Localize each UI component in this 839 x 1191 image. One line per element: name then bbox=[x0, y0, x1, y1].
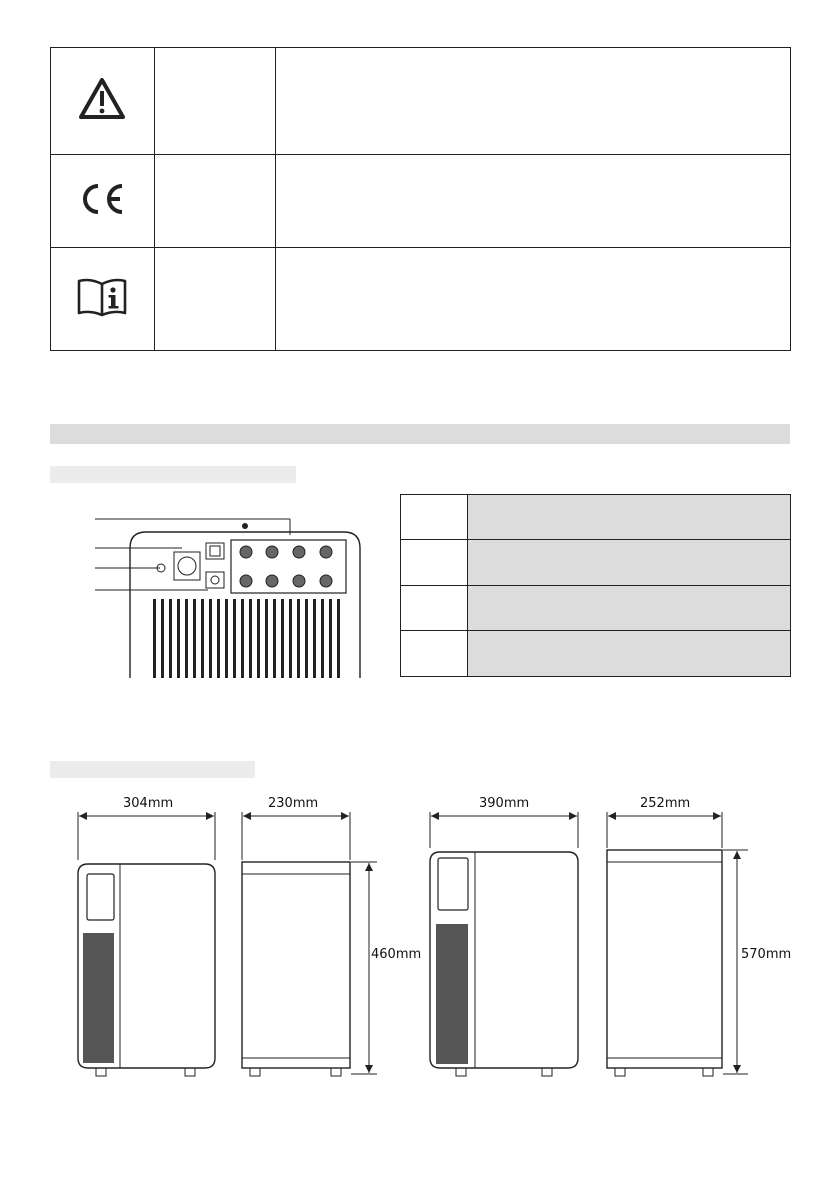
legend-border bbox=[400, 630, 790, 631]
table-col-divider bbox=[154, 47, 155, 351]
legend-border bbox=[467, 494, 468, 677]
legend-border bbox=[790, 494, 791, 677]
table-border-top bbox=[50, 47, 790, 48]
ce-mark-icon bbox=[78, 182, 126, 220]
manual-info-icon bbox=[75, 276, 129, 322]
large-front-width-label: 390mm bbox=[479, 796, 530, 811]
table-row bbox=[50, 155, 154, 247]
rear-panel-diagram bbox=[90, 510, 370, 682]
large-unit-front-drawing bbox=[420, 790, 590, 1090]
table-row-divider bbox=[50, 247, 790, 248]
table-border-right bbox=[790, 47, 791, 351]
small-front-width-label: 304mm bbox=[123, 796, 174, 811]
legend-border bbox=[400, 676, 790, 677]
legend-border bbox=[400, 585, 790, 586]
section-header bbox=[50, 424, 790, 444]
legend-border bbox=[400, 494, 401, 677]
small-unit-front-drawing bbox=[70, 790, 225, 1090]
dimensions-subheader bbox=[50, 761, 255, 778]
table-row-divider bbox=[50, 154, 790, 155]
legend-border bbox=[400, 494, 790, 495]
table-row bbox=[50, 248, 154, 350]
small-side-depth-label: 230mm bbox=[268, 796, 319, 811]
warning-triangle-icon bbox=[77, 76, 127, 126]
large-height-label: 570mm bbox=[741, 947, 792, 962]
small-unit-side-drawing bbox=[235, 790, 425, 1090]
small-height-label: 460mm bbox=[371, 947, 422, 962]
legend-border bbox=[400, 539, 790, 540]
table-row bbox=[50, 47, 154, 154]
table-border-bottom bbox=[50, 350, 790, 351]
large-unit-side-drawing bbox=[600, 790, 765, 1090]
rear-panel-subheader bbox=[50, 466, 296, 483]
table-col-divider bbox=[275, 47, 276, 351]
large-side-depth-label: 252mm bbox=[640, 796, 691, 811]
